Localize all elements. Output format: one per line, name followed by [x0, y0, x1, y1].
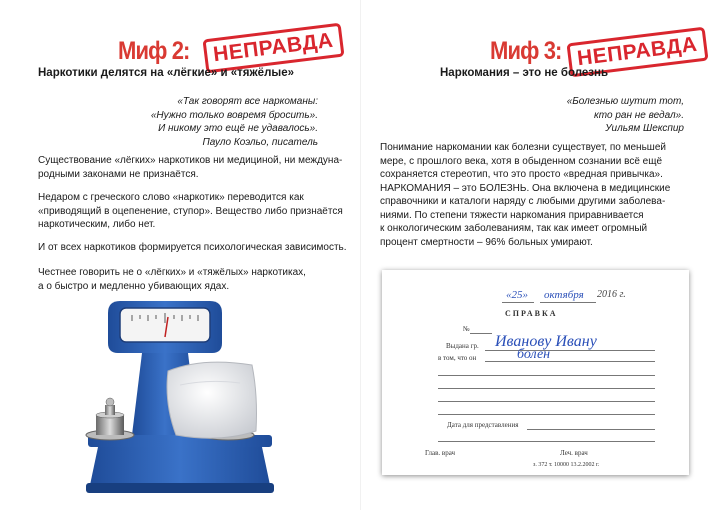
scale-dial — [108, 301, 222, 353]
cert-that-label: в том, что он — [438, 354, 477, 362]
cert-doctor-label: Леч. врач — [560, 449, 588, 457]
date-underline — [502, 302, 534, 303]
text-line: Понимание наркомании как болезни существует, по меньшей — [380, 142, 666, 153]
text-line: к онкологическим заболеваниям, так как имеет огромный — [380, 223, 648, 234]
false-stamp: НЕПРАВДА — [566, 27, 708, 78]
blank-line — [438, 401, 655, 402]
paragraph-poisons — [38, 266, 306, 293]
cert-patient-name: Иванову Ивану — [495, 333, 597, 350]
scale-illustration — [80, 295, 280, 505]
text-line: Честнее говорить не о «лёгких» и «тяжёлых» наркотиках, — [38, 267, 306, 278]
text-line: И от всех наркотиков формируется психологическая зависимость. — [38, 242, 347, 253]
text-line: процент смертности – 96% больных умирают. — [380, 236, 593, 248]
cert-footer: з. 372 т. 10000 13.2.2002 г. — [533, 462, 600, 468]
cert-issued-label: Выдана гр. — [446, 342, 479, 350]
that-line — [485, 361, 655, 362]
text-line: родными законами не признаётся. — [38, 168, 199, 180]
myth-2-title: Миф 2: — [118, 37, 190, 65]
quote-line: «Так говорят все наркоманы: — [177, 96, 318, 107]
text-line: наркотическим, либо нет. — [38, 219, 156, 230]
myth-2-subtitle: Наркотики делятся на «лёгкие» и «тяжёлые» — [38, 67, 294, 79]
number-line — [470, 333, 492, 334]
medical-certificate — [382, 270, 689, 475]
shakespeare-quote — [567, 95, 684, 136]
left-page — [0, 0, 360, 510]
date-underline — [540, 302, 596, 303]
right-page — [361, 0, 721, 510]
text-line: ниями. По степени тяжести наркомания приравнивается — [380, 209, 644, 221]
quote-author: Пауло Коэльо, писатель — [202, 136, 318, 148]
coelho-quote — [151, 95, 318, 149]
text-line: Недаром с греческого слово «наркотик» переводится как — [38, 192, 304, 203]
quote-line: кто ран не ведал». — [593, 109, 684, 121]
text-line: Существование «лёгких» наркотиков ни медициной, ни междуна- — [38, 155, 343, 166]
paragraph-legal — [38, 154, 342, 181]
date-for-line — [527, 429, 655, 430]
cert-diagnosis: болен — [517, 347, 551, 362]
quote-line: «Болезнью шутит тот, — [566, 96, 684, 107]
paragraph-dependency — [38, 241, 347, 255]
cert-date-month: октября — [544, 289, 584, 301]
cert-date-day: «25» — [506, 289, 528, 301]
text-line: НАРКОМАНИЯ – это БОЛЕЗНЬ. Она включена в медицинские — [380, 182, 671, 194]
text-line: справочники и каталоги наряду с любыми другими заболева- — [380, 196, 666, 207]
blank-line — [438, 388, 655, 389]
quote-author: Уильям Шекспир — [605, 123, 684, 134]
issued-line — [485, 350, 655, 351]
paragraph-disease — [380, 141, 670, 249]
quote-line: И никому это ещё не удавалось». — [158, 123, 318, 134]
metal-weight-icon — [96, 398, 124, 435]
false-stamp: НЕПРАВДА — [202, 23, 344, 74]
text-line: а о быстро и медленно убивающих ядах. — [38, 280, 230, 292]
cert-date-year: 2016 г. — [597, 289, 626, 300]
myth-3-title: Миф 3: — [490, 37, 562, 65]
text-line: мере, с прошлого века, хотя в обыденном сознании всё ещё — [380, 155, 663, 167]
myth-3-subtitle: Наркомания – это не болезнь — [440, 67, 609, 79]
cert-date-for-label: Дата для представления — [447, 421, 519, 429]
cert-number-label: № — [463, 325, 470, 333]
blank-line — [438, 441, 655, 442]
quote-line: «Нужно только вовремя бросить». — [150, 109, 318, 121]
cert-heading: СПРАВКА — [505, 309, 558, 318]
blank-line — [438, 375, 655, 376]
paragraph-etymology — [38, 191, 343, 232]
text-line: «приводящий в оцепенение, ступор». Вещество либо признаётся — [38, 205, 343, 217]
pillow-icon — [167, 362, 257, 438]
text-line: сохраняется стереотип, что это просто «вредная привычка». — [380, 169, 663, 180]
blank-line — [438, 414, 655, 415]
cert-chief-label: Глав. врач — [425, 449, 456, 457]
